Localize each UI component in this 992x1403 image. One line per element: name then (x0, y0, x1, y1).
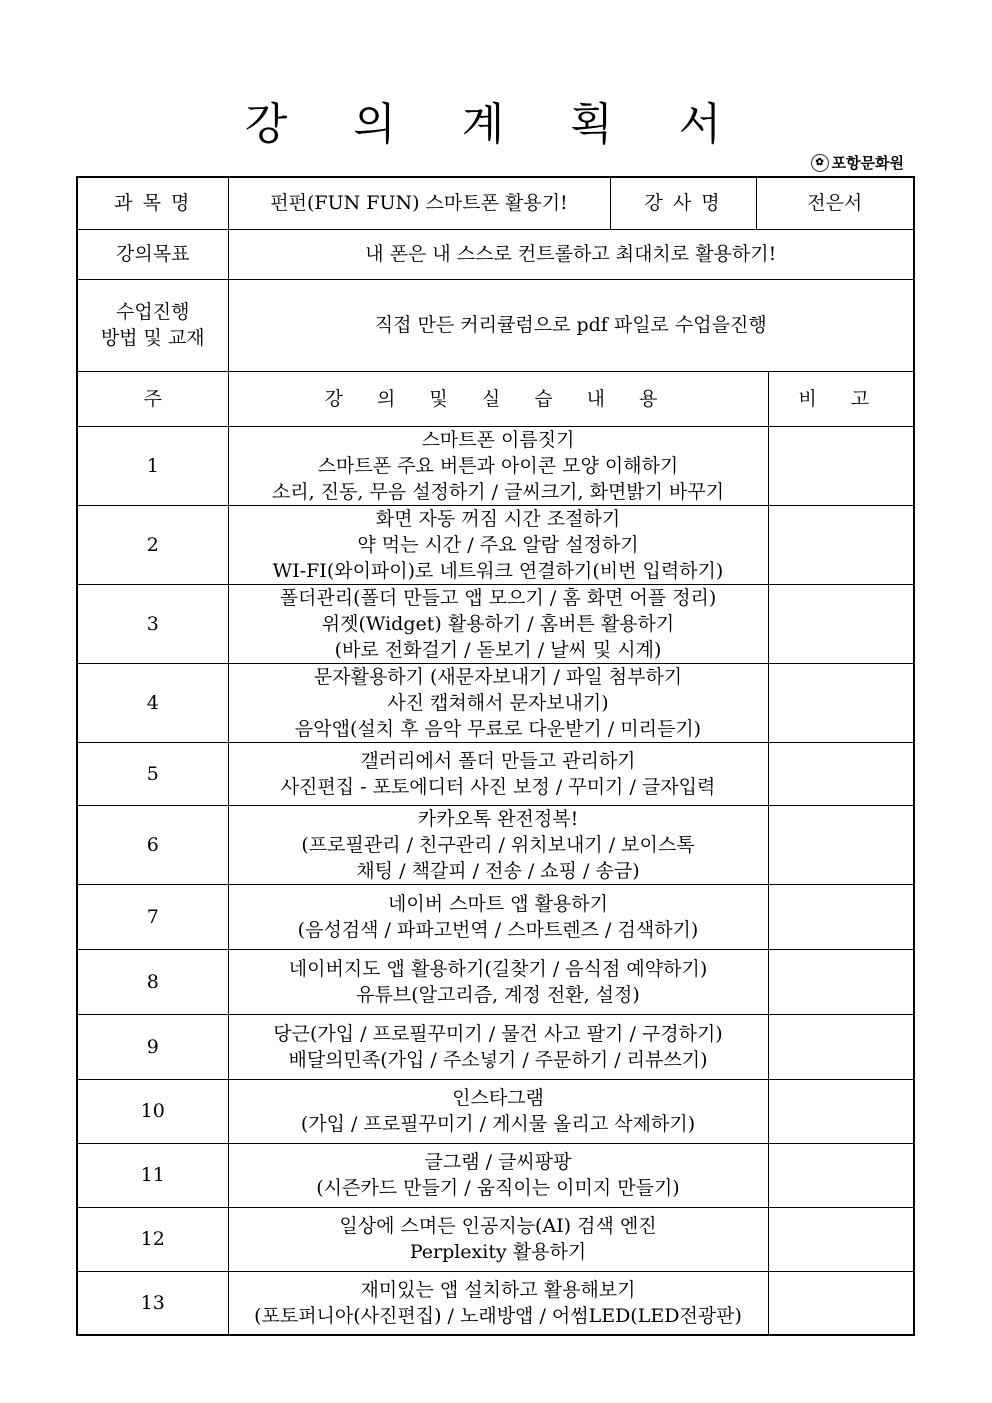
method-label (77, 279, 228, 371)
content-line: (음성검색 / 파파고번역 / 스마트렌즈 / 검색하기) (297, 918, 699, 941)
content-line: 인스타그램 (452, 1087, 544, 1109)
content-line: 사진편집 - 포토에디터 사진 보정 / 꾸미기 / 글자입력 (280, 775, 716, 798)
week-note (768, 1207, 914, 1271)
content-line: 글그램 / 글씨팡팡 (424, 1151, 572, 1173)
week-number: 10 (77, 1079, 228, 1143)
method-label-line2: 방법 및 교재 (100, 327, 205, 349)
content-line: (프로필관리 / 친구관리 / 위치보내기 / 보이스톡 (301, 833, 695, 856)
week-note (768, 1014, 914, 1079)
week-number: 4 (77, 663, 228, 742)
goal-label: 강의목표 (77, 229, 228, 279)
week-content (228, 1207, 768, 1271)
course-label: 과 목 명 (77, 177, 228, 229)
content-line: 당근(가입 / 프로필꾸미기 / 물건 사고 팔기 / 구경하기) (273, 1022, 723, 1045)
week-content (228, 742, 768, 805)
week-content (228, 426, 768, 505)
schedule-row (77, 663, 914, 742)
week-number: 2 (77, 505, 228, 584)
content-line: 화면 자동 꺼짐 시간 조절하기 (375, 507, 621, 530)
content-line: (가입 / 프로필꾸미기 / 게시물 올리고 삭제하기) (300, 1113, 696, 1135)
week-content (228, 1271, 768, 1335)
content-line: (바로 전화걸기 / 돋보기 / 날씨 및 시계) (334, 638, 662, 661)
instructor-label: 강 사 명 (610, 177, 756, 229)
schedule-row (77, 505, 914, 584)
week-number: 7 (77, 884, 228, 949)
content-line: 사진 캡쳐해서 문자보내기) (387, 691, 609, 714)
method-label-line1: 수업진행 (116, 301, 190, 323)
week-note (768, 426, 914, 505)
organization-name: 포항문화원 (831, 154, 904, 172)
schedule-row (77, 1014, 914, 1079)
content-line: 유튜브(알고리즘, 계정 전환, 설정) (356, 983, 640, 1006)
content-line: 배달의민족(가입 / 주소넣기 / 주문하기 / 리뷰쓰기) (288, 1048, 708, 1071)
content-line: 문자활용하기 (새문자보내기 / 파일 첨부하기 (313, 665, 683, 688)
lecture-plan-table (76, 176, 915, 1336)
content-line: (포토퍼니아(사진편집) / 노래방앱 / 어썸LED(LED전광판) (254, 1304, 742, 1327)
week-note (768, 805, 914, 884)
schedule-row (77, 1207, 914, 1271)
week-number: 13 (77, 1271, 228, 1335)
content-line: 재미있는 앱 설치하고 활용해보기 (360, 1278, 636, 1301)
schedule-row (77, 884, 914, 949)
schedule-row (77, 949, 914, 1014)
week-note (768, 949, 914, 1014)
week-content (228, 884, 768, 949)
organization-logo-icon: ✿ (811, 154, 829, 172)
schedule-row (77, 426, 914, 505)
goal-row (77, 229, 914, 279)
week-content (228, 805, 768, 884)
content-line: 약 먹는 시간 / 주요 알람 설정하기 (357, 533, 639, 556)
content-line: 위젯(Widget) 활용하기 / 홈버튼 활용하기 (321, 612, 675, 635)
week-note (768, 1271, 914, 1335)
content-line: (시즌카드 만들기 / 움직이는 이미지 만들기) (316, 1177, 680, 1199)
note-header: 비 고 (768, 371, 914, 426)
week-header: 주 (77, 371, 228, 426)
schedule-row (77, 1143, 914, 1207)
schedule-header-row (77, 371, 914, 426)
content-line: 음악앱(설치 후 음악 무료로 다운받기 / 미리듣기) (294, 717, 702, 740)
week-note (768, 505, 914, 584)
content-line: 네이버 스마트 앱 활용하기 (387, 892, 608, 915)
week-number: 9 (77, 1014, 228, 1079)
content-line: 폴더관리(폴더 만들고 앱 모으기 / 홈 화면 어플 정리) (279, 586, 717, 609)
week-content (228, 584, 768, 663)
week-number: 5 (77, 742, 228, 805)
content-line: 스마트폰 주요 버튼과 아이콘 모양 이해하기 (317, 454, 679, 477)
week-note (768, 584, 914, 663)
week-content (228, 663, 768, 742)
week-number: 6 (77, 805, 228, 884)
instructor-value: 전은서 (756, 177, 914, 229)
schedule-row (77, 1271, 914, 1335)
method-row (77, 279, 914, 371)
week-note (768, 663, 914, 742)
schedule-row (77, 1079, 914, 1143)
week-number: 11 (77, 1143, 228, 1207)
content-line: 일상에 스며든 인공지능(AI) 검색 엔진 (339, 1215, 657, 1237)
content-line: 갤러리에서 폴더 만들고 관리하기 (360, 749, 636, 772)
course-row (77, 177, 914, 229)
content-header: 강 의 및 실 습 내 용 (228, 371, 768, 426)
week-number: 3 (77, 584, 228, 663)
course-value: 펀펀(FUN FUN) 스마트폰 활용기! (228, 177, 610, 229)
week-content (228, 949, 768, 1014)
week-content (228, 1079, 768, 1143)
week-content (228, 1143, 768, 1207)
content-line: WI-FI(와이파이)로 네트워크 연결하기(비번 입력하기) (272, 559, 724, 582)
week-note (768, 742, 914, 805)
goal-value: 내 폰은 내 스스로 컨트롤하고 최대치로 활용하기! (228, 229, 914, 279)
week-number: 12 (77, 1207, 228, 1271)
method-value: 직접 만든 커리큘럼으로 pdf 파일로 수업을진행 (228, 279, 914, 371)
schedule-row (77, 805, 914, 884)
schedule-row (77, 742, 914, 805)
content-line: 네이버지도 앱 활용하기(길찾기 / 음식점 예약하기) (288, 957, 708, 980)
week-number: 8 (77, 949, 228, 1014)
organization-label (811, 152, 904, 173)
week-note (768, 884, 914, 949)
week-note (768, 1143, 914, 1207)
content-line: 소리, 진동, 무음 설정하기 / 글씨크기, 화면밝기 바꾸기 (271, 480, 725, 503)
content-line: 카카오톡 완전정복! (417, 807, 579, 830)
week-number: 1 (77, 426, 228, 505)
schedule-row (77, 584, 914, 663)
document-title: 강 의 계 획 서 (244, 99, 748, 150)
week-content (228, 1014, 768, 1079)
content-line: 채팅 / 책갈피 / 전송 / 쇼핑 / 송금) (356, 859, 640, 882)
content-line: 스마트폰 이름짓기 (421, 428, 575, 451)
week-content (228, 505, 768, 584)
content-line: Perplexity 활용하기 (409, 1241, 587, 1263)
week-note (768, 1079, 914, 1143)
